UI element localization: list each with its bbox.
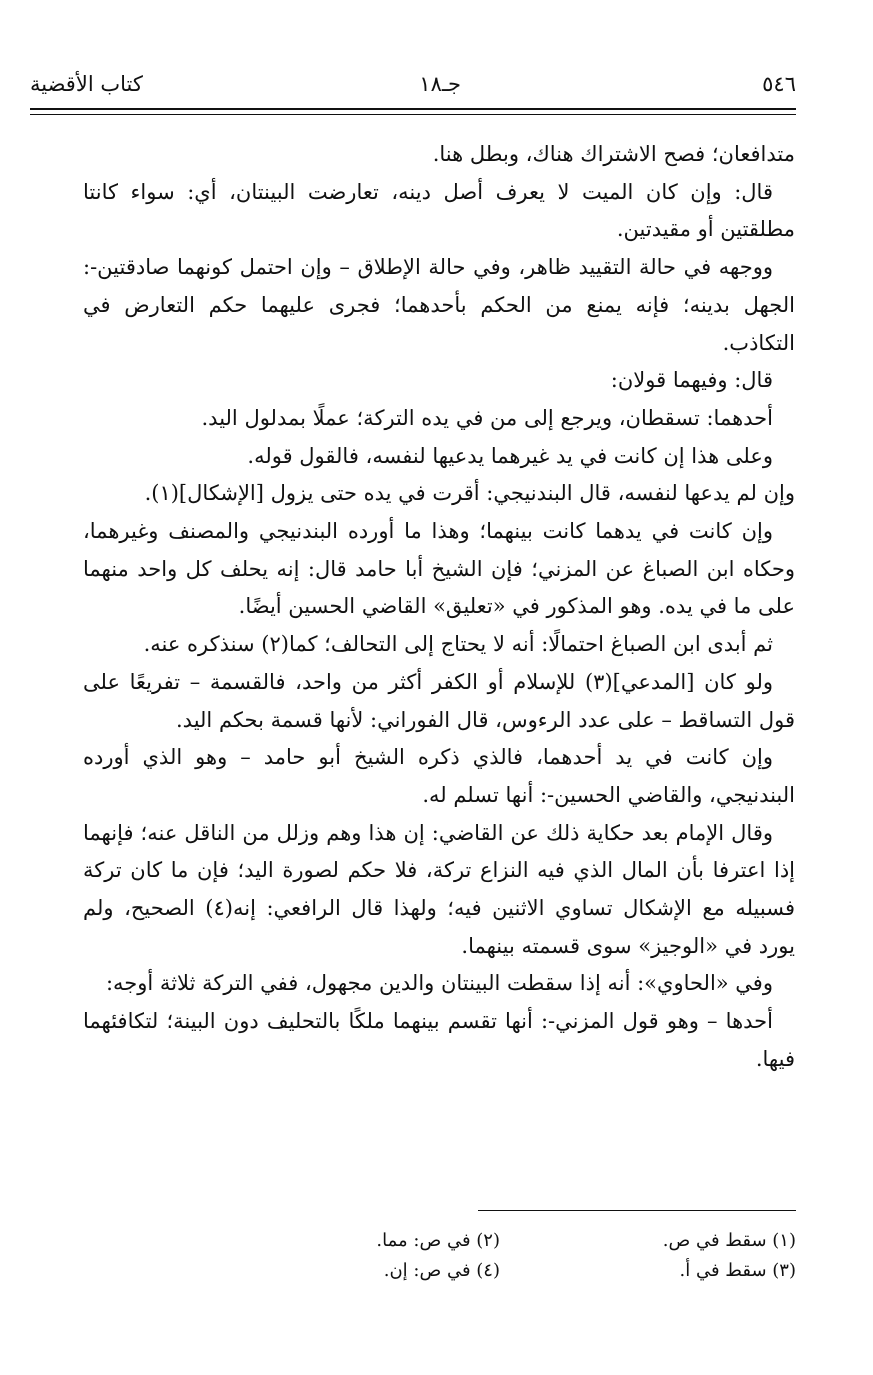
book-title: كتاب الأقضية <box>30 72 143 96</box>
footnotes <box>200 1226 796 1286</box>
footnote-3: (٣) سقط في أ. <box>679 1260 796 1281</box>
paragraph: قال: وإن كان الميت لا يعرف أصل دينه، تعارضت البينتان، أي: سواء كانتا مطلقتين أو مقيدتين. <box>83 179 795 242</box>
running-header <box>30 66 796 102</box>
main-text <box>83 136 795 1079</box>
header-rule-thick <box>30 108 796 110</box>
paragraph: أحدهما: تسقطان، ويرجع إلى من في يده التركة؛ عملًا بمدلول اليد. <box>201 405 773 430</box>
paragraph: وإن كانت في يدهما كانت بينهما؛ وهذا ما أورده البندنيجي والمصنف وغيرهما، وحكاه ابن الصباغ عن المزني؛ فإن الشيخ أبا حامد قال: إنه يحلف كل واحد منهما على ما في يده. وهو المذكور في «تعليق» القاضي الحسين أيضًا. <box>83 519 795 619</box>
header-rule-thin <box>30 114 796 115</box>
paragraph: وعلى هذا إن كانت في يد غيرهما يدعيها لنفسه، فالقول قوله. <box>247 443 773 468</box>
paragraph: وقال الإمام بعد حكاية ذلك عن القاضي: إن هذا وهم وزلل من الناقل عنه؛ فإنهما إذا اعترفا بأن المال الذي فيه النزاع تركة، فلا حكم لصورة اليد؛ فإن ما كان تركة فسبيله مع الإشكال تساوي الاثنين فيه؛ ولهذا قال الرافعي: إنه(٤) الصحيح، ولم يورد في «الوجيز» سوى قسمته بينهما. <box>83 820 795 958</box>
paragraph: متدافعان؛ فصح الاشتراك هناك، وبطل هنا. <box>432 142 795 166</box>
paragraph: أحدها – وهو قول المزني-: أنها تقسم بينهما ملكًا بالتحليف دون البينة؛ لتكافئهما فيها. <box>83 1009 795 1071</box>
page-number: ٥٤٦ <box>762 72 796 96</box>
footnote-2: (٢) في ص: مما. <box>376 1230 500 1251</box>
footnote-1: (١) سقط في ص. <box>662 1230 796 1251</box>
paragraph: وفي «الحاوي»: أنه إذا سقطت البينتان والدين مجهول، ففي التركة ثلاثة أوجه: <box>105 971 773 996</box>
paragraph: ولو كان [المدعي](٣) للإسلام أو الكفر أكثر من واحد، فالقسمة – تفريعًا على قول التساقط – على عدد الرءوس، قال الفوراني: لأنها قسمة بحكم اليد. <box>83 669 795 732</box>
paragraph: ووجهه في حالة التقييد ظاهر، وفي حالة الإطلاق – وإن احتمل كونهما صادقتين-: الجهل بدينه؛ فإنه يمنع من الحكم بأحدهما؛ فجرى عليهما حكم التعارض في التكاذب. <box>83 255 795 355</box>
footnote-row <box>200 1256 796 1286</box>
paragraph: قال: وفيهما قولان: <box>610 368 773 393</box>
footnote-4: (٤) في ص: إن. <box>383 1260 500 1281</box>
paragraph: ثم أبدى ابن الصباغ احتمالًا: أنه لا يحتاج إلى التحالف؛ كما(٢) سنذكره عنه. <box>143 632 773 657</box>
footnote-row <box>200 1226 796 1256</box>
paragraph: وإن كانت في يد أحدهما، فالذي ذكره الشيخ أبو حامد – وهو الذي أورده البندنيجي، والقاضي الحسين-: أنها تسلم له. <box>83 745 795 807</box>
paragraph: وإن لم يدعها لنفسه، قال البندنيجي: أقرت في يده حتى يزول [الإشكال](١). <box>144 481 795 506</box>
volume-label: جـ١٨ <box>419 72 461 96</box>
footnote-separator <box>478 1210 796 1211</box>
